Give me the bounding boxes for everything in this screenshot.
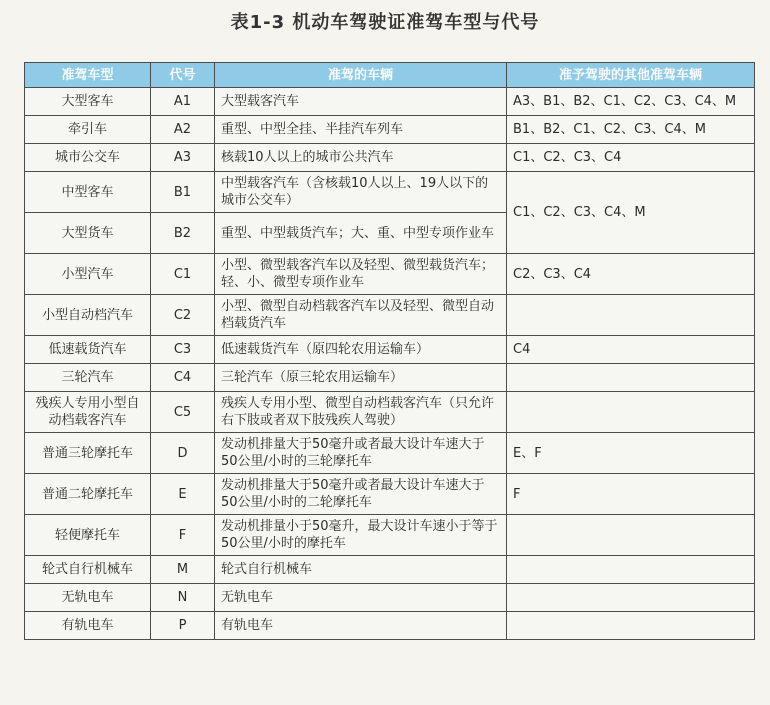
code-cell: M bbox=[151, 556, 215, 584]
table-row bbox=[25, 336, 755, 364]
table-row bbox=[25, 88, 755, 116]
table-row bbox=[25, 364, 755, 392]
vehicles-cell: 发动机排量小于50毫升，最大设计车速小于等于50公里/小时的摩托车 bbox=[215, 515, 507, 556]
license-type-cell: 无轨电车 bbox=[25, 584, 151, 612]
table-row bbox=[25, 515, 755, 556]
vehicles-cell: 小型、微型载客汽车以及轻型、微型载货汽车；轻、小、微型专项作业车 bbox=[215, 254, 507, 295]
vehicles-cell: 残疾人专用小型、微型自动档载客汽车（只允许右下肢或者双下肢残疾人驾驶） bbox=[215, 392, 507, 433]
other-permitted-cell bbox=[507, 295, 755, 336]
code-cell: D bbox=[151, 433, 215, 474]
code-cell: P bbox=[151, 612, 215, 640]
vehicles-cell: 核载10人以上的城市公共汽车 bbox=[215, 144, 507, 172]
table-row bbox=[25, 144, 755, 172]
license-type-cell: 小型自动档汽车 bbox=[25, 295, 151, 336]
table-row bbox=[25, 116, 755, 144]
license-type-cell: 大型客车 bbox=[25, 88, 151, 116]
code-cell: B2 bbox=[151, 213, 215, 254]
other-permitted-cell: C4 bbox=[507, 336, 755, 364]
code-cell: A2 bbox=[151, 116, 215, 144]
code-cell: C2 bbox=[151, 295, 215, 336]
table-row bbox=[25, 254, 755, 295]
code-cell: C4 bbox=[151, 364, 215, 392]
license-type-cell: 低速载货汽车 bbox=[25, 336, 151, 364]
table-header-row bbox=[25, 63, 755, 88]
vehicles-cell: 有轨电车 bbox=[215, 612, 507, 640]
table-row bbox=[25, 556, 755, 584]
header-code: 代号 bbox=[151, 63, 215, 88]
table-row bbox=[25, 612, 755, 640]
header-permitted-vehicles: 准驾的车辆 bbox=[215, 63, 507, 88]
license-type-cell: 中型客车 bbox=[25, 172, 151, 213]
other-permitted-cell bbox=[507, 556, 755, 584]
other-permitted-cell bbox=[507, 584, 755, 612]
vehicles-cell: 三轮汽车（原三轮农用运输车） bbox=[215, 364, 507, 392]
vehicles-cell: 无轨电车 bbox=[215, 584, 507, 612]
header-other-permitted: 准予驾驶的其他准驾车辆 bbox=[507, 63, 755, 88]
other-permitted-cell bbox=[507, 364, 755, 392]
table-row bbox=[25, 433, 755, 474]
license-type-cell: 牵引车 bbox=[25, 116, 151, 144]
vehicles-cell: 重型、中型载货汽车；大、重、中型专项作业车 bbox=[215, 213, 507, 254]
license-type-cell: 城市公交车 bbox=[25, 144, 151, 172]
other-permitted-cell: A3、B1、B2、C1、C2、C3、C4、M bbox=[507, 88, 755, 116]
license-type-cell: 普通二轮摩托车 bbox=[25, 474, 151, 515]
table-row bbox=[25, 392, 755, 433]
code-cell: C1 bbox=[151, 254, 215, 295]
vehicles-cell: 发动机排量大于50毫升或者最大设计车速大于50公里/小时的二轮摩托车 bbox=[215, 474, 507, 515]
code-cell: A1 bbox=[151, 88, 215, 116]
code-cell: N bbox=[151, 584, 215, 612]
other-permitted-cell: B1、B2、C1、C2、C3、C4、M bbox=[507, 116, 755, 144]
other-permitted-cell bbox=[507, 392, 755, 433]
license-type-cell: 三轮汽车 bbox=[25, 364, 151, 392]
code-cell: E bbox=[151, 474, 215, 515]
vehicles-cell: 中型载客汽车（含核载10人以上、19人以下的城市公交车） bbox=[215, 172, 507, 213]
other-permitted-cell bbox=[507, 515, 755, 556]
license-type-cell: 大型货车 bbox=[25, 213, 151, 254]
license-type-cell: 普通三轮摩托车 bbox=[25, 433, 151, 474]
license-type-cell: 小型汽车 bbox=[25, 254, 151, 295]
code-cell: F bbox=[151, 515, 215, 556]
other-permitted-cell: E、F bbox=[507, 433, 755, 474]
license-type-cell: 残疾人专用小型自动档载客汽车 bbox=[25, 392, 151, 433]
table-row bbox=[25, 295, 755, 336]
license-type-cell: 轻便摩托车 bbox=[25, 515, 151, 556]
other-permitted-cell: F bbox=[507, 474, 755, 515]
code-cell: C5 bbox=[151, 392, 215, 433]
vehicles-cell: 发动机排量大于50毫升或者最大设计车速大于50公里/小时的三轮摩托车 bbox=[215, 433, 507, 474]
code-cell: C3 bbox=[151, 336, 215, 364]
other-permitted-cell: C1、C2、C3、C4、M bbox=[507, 172, 755, 254]
other-permitted-cell: C1、C2、C3、C4 bbox=[507, 144, 755, 172]
table-row bbox=[25, 584, 755, 612]
vehicles-cell: 轮式自行机械车 bbox=[215, 556, 507, 584]
page-title: 表1-3 机动车驾驶证准驾车型与代号 bbox=[230, 12, 540, 33]
license-type-cell: 有轨电车 bbox=[25, 612, 151, 640]
table-row bbox=[25, 474, 755, 515]
license-type-table bbox=[24, 62, 755, 640]
other-permitted-cell: C2、C3、C4 bbox=[507, 254, 755, 295]
vehicles-cell: 小型、微型自动档载客汽车以及轻型、微型自动档载货汽车 bbox=[215, 295, 507, 336]
license-type-cell: 轮式自行机械车 bbox=[25, 556, 151, 584]
header-license-type: 准驾车型 bbox=[25, 63, 151, 88]
vehicles-cell: 大型载客汽车 bbox=[215, 88, 507, 116]
vehicles-cell: 低速载货汽车（原四轮农用运输车） bbox=[215, 336, 507, 364]
code-cell: A3 bbox=[151, 144, 215, 172]
vehicles-cell: 重型、中型全挂、半挂汽车列车 bbox=[215, 116, 507, 144]
other-permitted-cell bbox=[507, 612, 755, 640]
code-cell: B1 bbox=[151, 172, 215, 213]
table-row bbox=[25, 172, 755, 213]
